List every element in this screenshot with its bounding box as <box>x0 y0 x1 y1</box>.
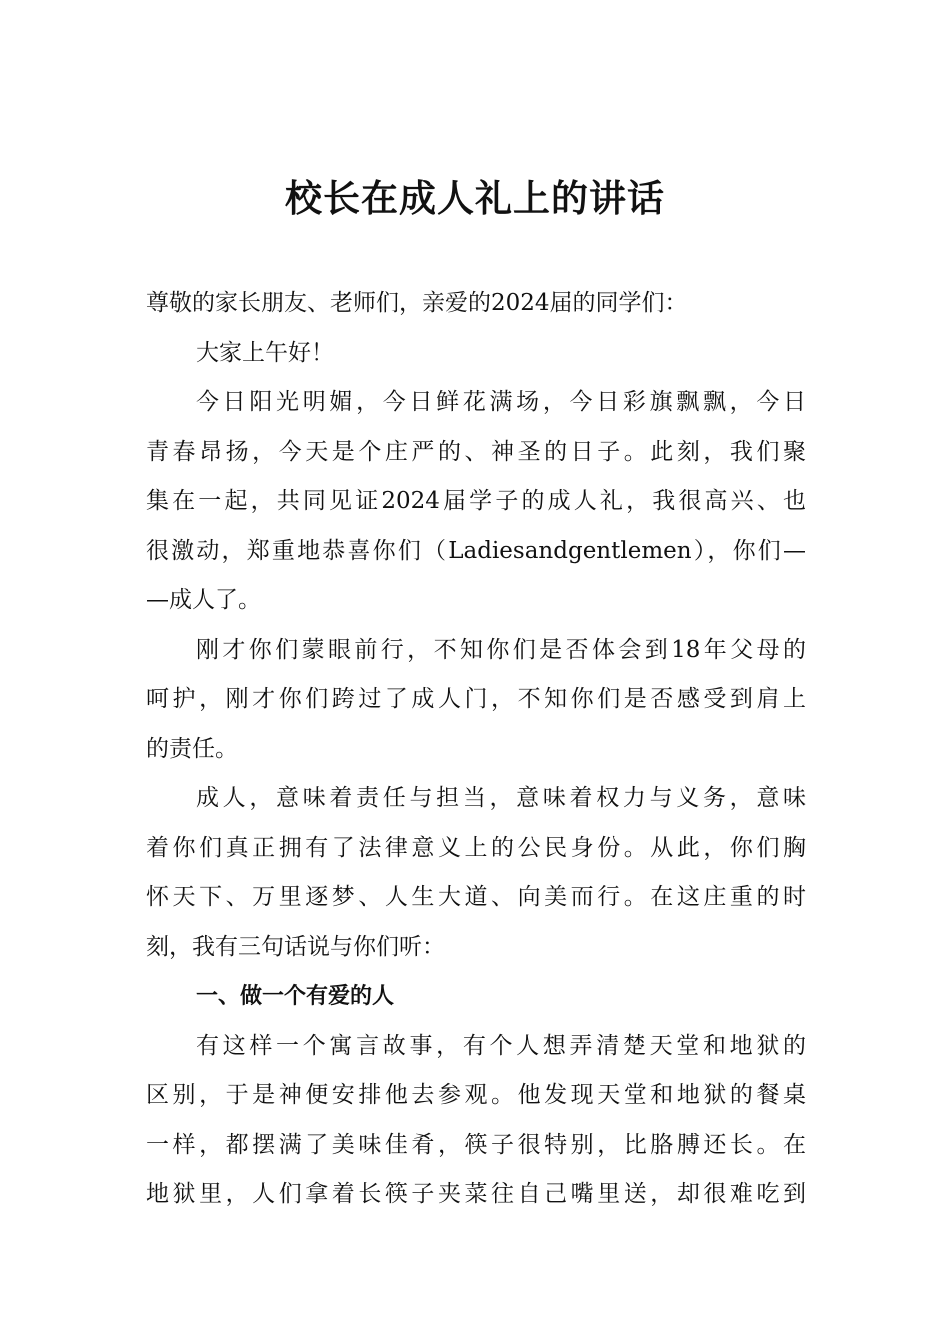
greeting-line: 大家上午好！ <box>196 339 334 366</box>
paragraph-line: 地狱里，人们拿着长筷子夹菜往自己嘴里送，却很难吃到 <box>146 1181 806 1207</box>
paragraph-line: 集在一起，共同见证2024届学子的成人礼，我很高兴、也 <box>146 488 806 514</box>
greeting-paragraph <box>146 329 806 379</box>
paragraph-line: 刚才你们蒙眼前行，不知你们是否体会到18年父母的 <box>196 636 806 663</box>
paragraph-line: 刻，我有三句话说与你们听： <box>146 933 445 960</box>
paragraph-line: 很激动，郑重地恭喜你们（Ladiesandgentlemen），你们— <box>146 537 806 564</box>
paragraph-4 <box>146 1022 806 1220</box>
paragraph-1 <box>146 378 806 626</box>
paragraph-line: 一样，都摆满了美味佳肴，筷子很特别，比胳膊还长。在 <box>146 1131 806 1158</box>
paragraph-line: 怀天下、万里逐梦、人生大道、向美而行。在这庄重的时 <box>146 884 806 910</box>
paragraph-line: —成人了。 <box>146 587 261 613</box>
salutation-line: 尊敬的家长朋友、老师们，亲爱的2024届的同学们： <box>146 290 688 316</box>
paragraph-line: 区别，于是神便安排他去参观。他发现天堂和地狱的餐桌 <box>146 1082 806 1108</box>
paragraph-2 <box>146 626 806 775</box>
document-title: 校长在成人礼上的讲话 <box>285 176 665 220</box>
paragraph-3 <box>146 774 806 972</box>
paragraph-line: 青春昂扬，今天是个庄严的、神圣的日子。此刻，我们聚 <box>146 438 806 465</box>
paragraph-line: 呵护，刚才你们跨过了成人门，不知你们是否感受到肩上 <box>146 686 806 712</box>
document-body <box>146 279 806 1220</box>
paragraph-line: 着你们真正拥有了法律意义上的公民身份。从此，你们胸 <box>146 834 806 861</box>
paragraph-line: 有这样一个寓言故事，有个人想弄清楚天堂和地狱的 <box>196 1032 806 1059</box>
section-heading: 一、做一个有爱的人 <box>196 984 395 1009</box>
paragraph-line: 今日阳光明媚，今日鲜花满场，今日彩旗飘飘，今日 <box>196 389 806 415</box>
section-heading-paragraph <box>146 972 806 1022</box>
paragraph-line: 的责任。 <box>146 735 238 762</box>
paragraph-line: 成人，意味着责任与担当，意味着权力与义务，意味 <box>196 785 806 811</box>
salutation-paragraph <box>146 279 806 329</box>
